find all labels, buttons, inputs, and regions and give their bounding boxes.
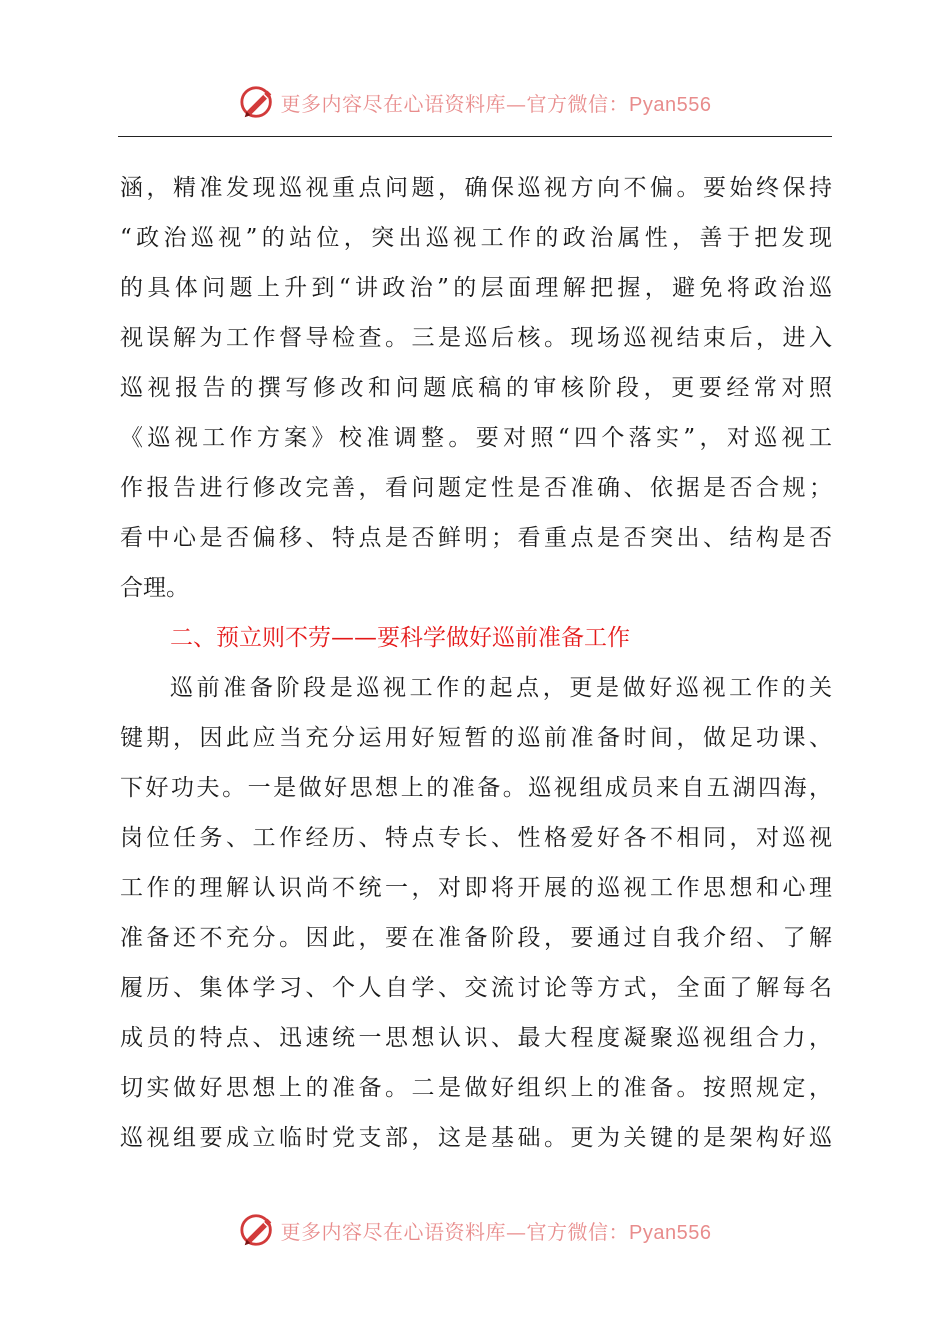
- pen-logo-icon: [239, 1211, 277, 1249]
- footer-banner: [0, 1210, 950, 1250]
- document-body: [120, 163, 832, 1163]
- footer-banner-text: [281, 1216, 712, 1245]
- paragraph-line: 下好功夫。一是做好思想上的准备。巡视组成员来自五湖四海，: [120, 775, 832, 801]
- header-banner-cn: 更多内容尽在心语资料库—官方微信：: [280, 91, 630, 116]
- paragraph-line: 巡视报告的撰写修改和问题底稿的审核阶段，更要经常对照: [120, 375, 832, 401]
- paragraph-line: 工作的理解认识尚不统一，对即将开展的巡视工作思想和心理: [120, 875, 832, 901]
- header-divider: [118, 136, 832, 137]
- paragraph-line: 看中心是否偏移、特点是否鲜明；看重点是否突出、结构是否: [120, 525, 832, 551]
- paragraph-line: 履历、集体学习、个人自学、交流讨论等方式，全面了解每名: [120, 975, 832, 1001]
- paragraph-line: 准备还不充分。因此，要在准备阶段，要通过自我介绍、了解: [120, 925, 832, 951]
- paragraph-line: 成员的特点、迅速统一思想认识、最大程度凝聚巡视组合力，: [120, 1025, 832, 1051]
- paragraph-line: 《巡视工作方案》校准调整。要对照“四个落实”，对巡视工: [120, 425, 832, 451]
- paragraph-line: 巡视组要成立临时党支部，这是基础。更为关键的是架构好巡: [120, 1125, 832, 1151]
- footer-banner-cn: 更多内容尽在心语资料库—官方微信：: [280, 1219, 630, 1244]
- paragraph-line: 岗位任务、工作经历、特点专长、性格爱好各不相同，对巡视: [120, 825, 832, 851]
- paragraph-line: 键期，因此应当充分运用好短暂的巡前准备时间，做足功课、: [120, 725, 832, 751]
- paragraph-line: 切实做好思想上的准备。二是做好组织上的准备。按照规定，: [120, 1075, 832, 1101]
- paragraph-line: 涵，精准发现巡视重点问题，确保巡视方向不偏。要始终保持: [120, 175, 832, 201]
- header-banner: [0, 82, 950, 122]
- section-heading: 二、预立则不劳——要科学做好巡前准备工作: [170, 625, 630, 651]
- paragraph-line: 视误解为工作督导检查。三是巡后核。现场巡视结束后，进入: [120, 325, 832, 351]
- paragraph-line: 巡前准备阶段是巡视工作的起点，更是做好巡视工作的关: [170, 675, 832, 701]
- paragraph-line: 作报告进行修改完善，看问题定性是否准确、依据是否合规；: [120, 475, 832, 501]
- header-banner-text: [281, 88, 712, 117]
- pen-logo-icon: [239, 83, 277, 121]
- paragraph-line: “政治巡视”的站位，突出巡视工作的政治属性，善于把发现: [120, 225, 832, 251]
- footer-banner-wechat: Pyan556: [629, 1221, 712, 1244]
- paragraph-line: 的具体问题上升到“讲政治”的层面理解把握，避免将政治巡: [120, 275, 832, 301]
- paragraph-line: 合理。: [120, 575, 189, 601]
- header-banner-wechat: Pyan556: [629, 93, 712, 116]
